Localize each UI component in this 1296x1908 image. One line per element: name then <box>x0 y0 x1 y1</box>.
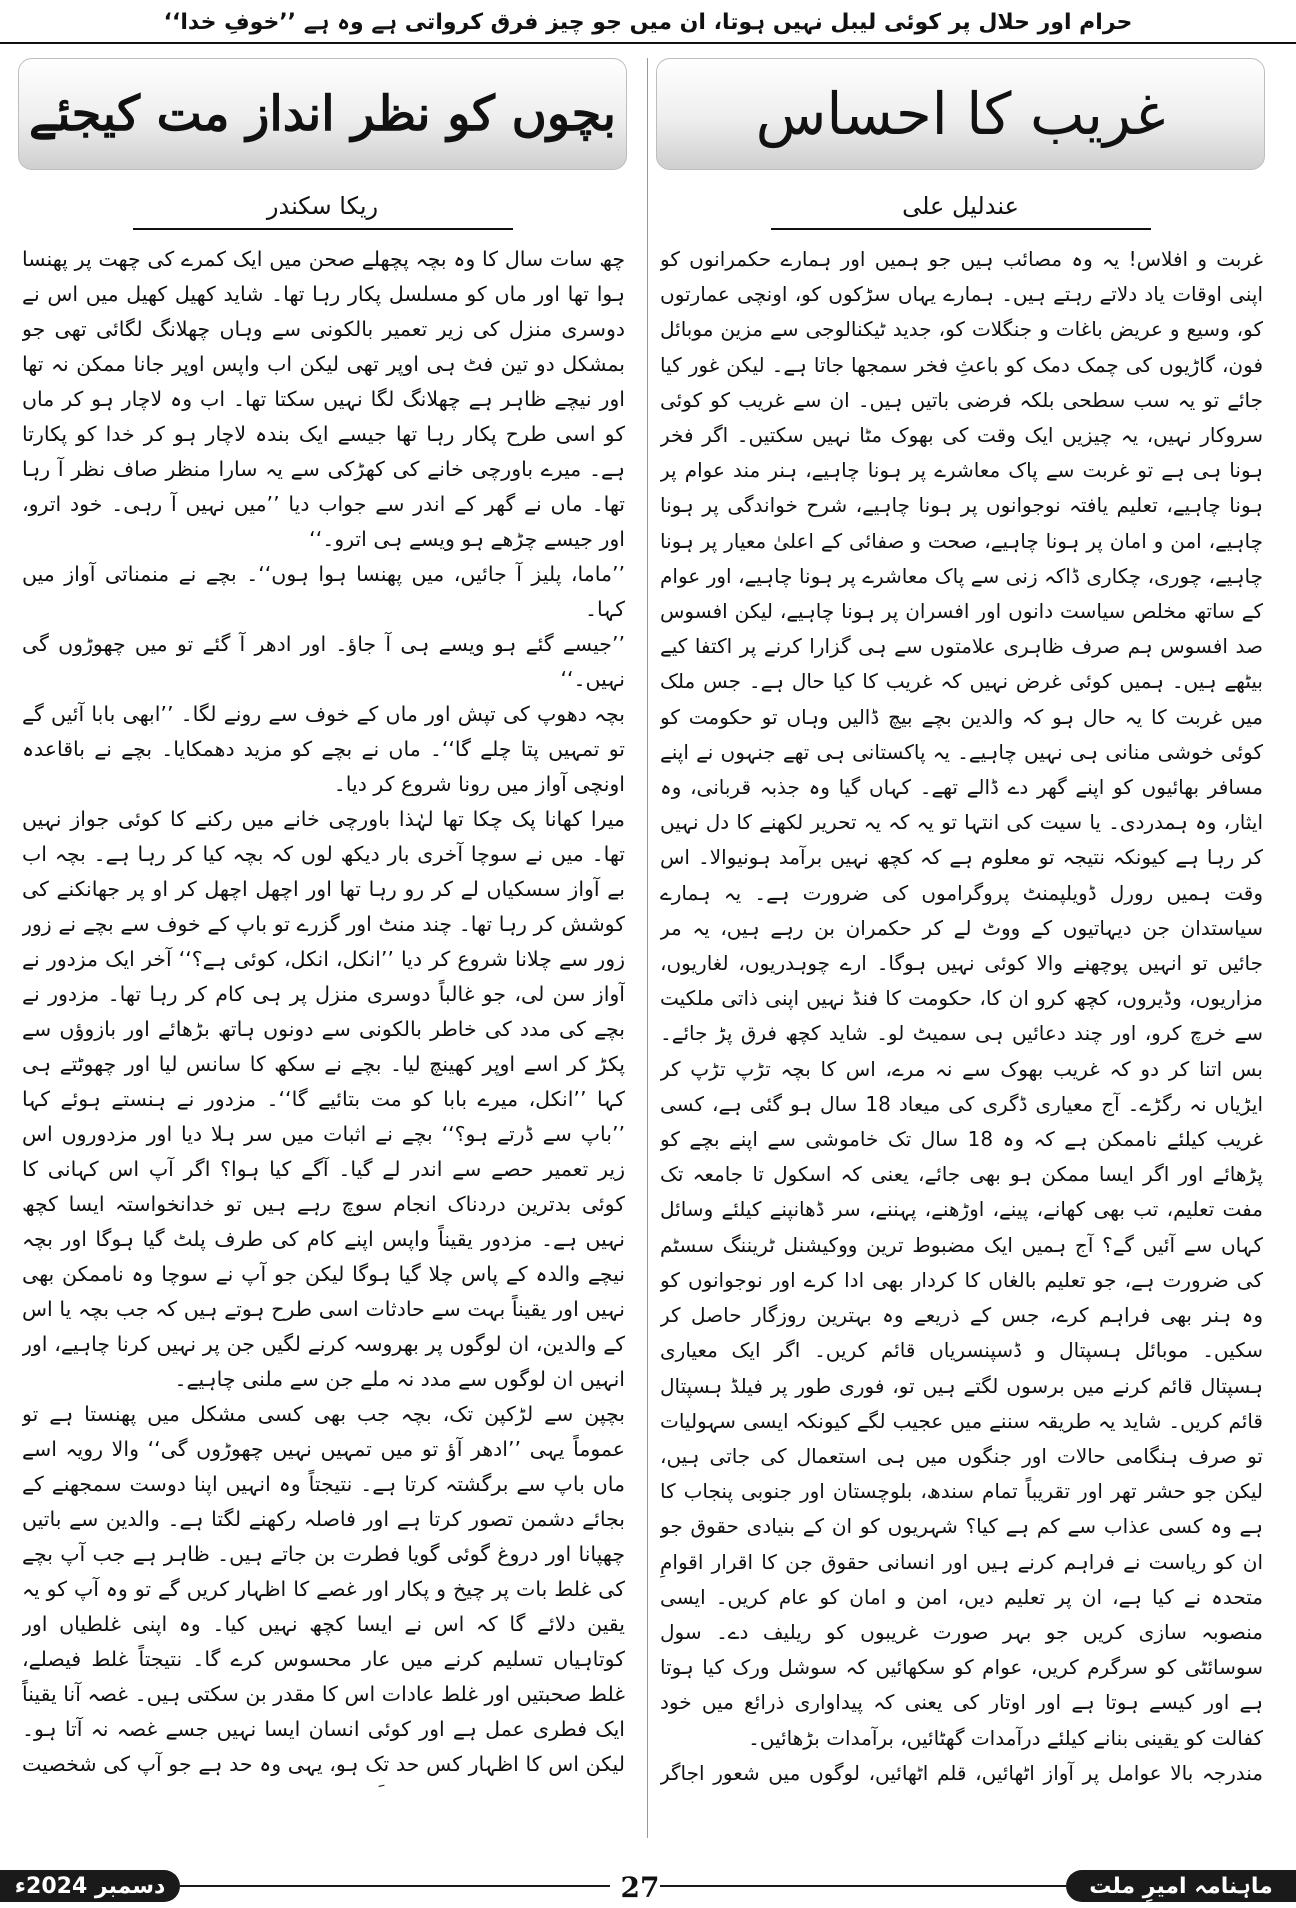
article-left <box>10 58 635 1838</box>
page-header <box>0 0 1296 44</box>
article-left-paragraph: ’’جیسے گئے ہو ویسے ہی آ جاؤ۔ اور ادھر آ گئے تو میں چھوڑوں گی نہیں۔‘‘ <box>22 632 625 691</box>
header-quote: حرام اور حلال پر کوئی لیبل نہیں ہوتا، ان میں جو چیز فرق کرواتی ہے وہ ہے ’’خوفِ خدا‘‘ <box>163 9 1133 35</box>
article-left-paragraph: بچپن سے لڑکپن تک، بچہ جب بھی کسی مشکل میں پھنستا ہے تو عموماً یہی ’’ادھر آؤ تو میں تمہیں نہیں چھوڑوں گی‘‘ والا رویہ اسے ماں باپ سے برگشتہ کرتا ہے۔ نتیجتاً وہ انہیں اپنا دوست سمجھنے کے بجائے دشمن تصور کرتا ہے اور فاصلہ رکھنے لگتا ہے۔ والدین سے باتیں چھپانا اور دروغ گوئی گویا فطرت بن جاتے ہیں۔ ظاہر ہے جب آپ بچے کی غلط بات پر چیخ و پکار اور غصے کا اظہار کریں گے تو وہ آپ کو یہ یقین دلائے گا کہ اس نے ایسا کچھ نہیں کیا۔ وہ اپنی غلطیاں اور کوتاہیاں تسلیم کرنے میں عار محسوس کرے گا۔ نتیجتاً غلط فیصلے، غلط صحبتیں اور غلط عادات اس کا مقدر بن سکتی ہیں۔ غصہ آنا یقیناً ایک فطری عمل ہے اور کوئی انسان ایسا نہیں جسے غصہ نہ آتا ہو۔ لیکن اس کا اظہار کس حد تک ہو، یہی وہ حد ہے جو آپ کی شخصیت <box>22 1402 625 1776</box>
article-left-body <box>22 242 625 1787</box>
footer-rule <box>660 1885 1066 1887</box>
article-left-paragraph: بچہ دھوپ کی تپش اور ماں کے خوف سے رونے لگا۔ ’’ابھی بابا آئیں گے تو تمہیں پتا چلے گا‘‘۔ ماں نے بچے کو مزید دھمکایا۔ بچے نے باقاعدہ اونچی آواز میں رونا شروع کر دیا۔ <box>22 702 625 796</box>
page-number: 27 <box>620 1870 660 1904</box>
article-right <box>648 58 1273 1838</box>
article-right-paragraph: غربت و افلاس! یہ وہ مصائب ہیں جو ہمیں اور ہمارے حکمرانوں کو اپنی اوقات یاد دلاتے رہتے ہیں۔ ہمارے یہاں سڑکوں کو، اونچی عمارتوں کو، وسیع و عریض باغات و جنگلات کو، جدید ٹیکنالوجی سے مزین موبائل فون، گاڑیوں کی چمک دمک کو باعثِ فخر سمجھا جاتا ہے۔ لیکن غور کیا جائے تو یہ سب سطحی بلکہ فرضی باتیں ہیں۔ ان سے غریب کو کوئی سروکار نہیں، یہ چیزیں ایک وقت کی بھوک مٹا نہیں سکتیں۔ اگر فخر ہونا ہی ہے تو غربت سے پاک معاشرے پر ہونا چاہیے، ہنر مند عوام پر ہونا چاہیے، تعلیم یافتہ نوجوانوں پر ہونا چاہیے، شرح خواندگی پر ہونا چاہیے، امن و امان پر ہونا چاہیے، صحت و صفائی کے اعلیٰ معیار پر ہونا چاہیے، چوری، چکاری ڈاکہ زنی سے پاک معاشرے پر ہونا چاہیے، اور عوام کے ساتھ مخلص سیاست دانوں اور افسران پر ہونا چاہیے، لیکن افسوس صد افسوس ہم صرف ظاہری علامتوں سے ہی گزارا کرنے پر اکتفا کیے بیٹھے ہیں۔ ہمیں کوئی غرض نہیں کہ غریب کا کیا حال ہے۔ جس ملک میں غربت کا یہ حال ہو کہ والدین بچے بیچ ڈالیں وہاں تو حکومت کو کوئی خوشی منانی ہی نہیں چاہیے۔ یہ پاکستانی ہی تھے جنہوں نے اپنے مسافر بھائیوں کو اپنے گھر دے ڈالے تھے۔ کہاں گیا وہ جذبہ قربانی، وہ ایثار، وہ ہمدردی۔ یا سیت کی انتہا تو یہ کہ یہ تحریر لکھنے کا دل نہیں کر رہا ہے کیونکہ نتیجہ تو معلوم ہے کہ کچھ نہیں برآمد ہونیوالا۔ اس وقت ہمیں رورل ڈویلپمنٹ پروگراموں کی ضرورت ہے۔ یہ ہمارے سیاستدان جن دیہاتیوں کے ووٹ لے کر حکمران بن رہے ہیں، یہ مر جائیں تو انہیں پوچھنے والا کوئی نہیں ہوگا۔ ارے چوہدریوں، لغاریوں، مزاریوں، وڈیروں، کچھ کرو ان کا، حکومت کا فنڈ نہیں اپنی ذاتی ملکیت سے خرچ کرو، اور چند دعائیں ہی سمیٹ لو۔ شاید کچھ فرق پڑ جائے۔ بس اتنا کر دو کہ غریب بھوک سے نہ مرے، اس کا بچہ تڑپ تڑپ کر ایڑیاں نہ رگڑے۔ آج معیاری ڈگری کی میعاد 18 سال ہو گئی ہے، کسی غریب کیلئے ناممکن ہے کہ وہ 18 سال تک خاموشی سے اپنے بچے کو پڑھائے اور اگر ایسا ممکن ہو بھی جائے، یعنی کہ اسکول تا جامعہ تک مفت تعلیم، تب بھی کھانے، پینے، اوڑھنے، پہننے، سر ڈھانپنے کیلئے وسائل کہاں سے آئیں گے؟ آج ہمیں ایک مضبوط ترین ووکیشنل ٹریننگ سسٹم کی ضرورت ہے، جو تعلیم بالغاں کا کردار بھی ادا کرے اور نوجوانوں کو وہ ہنر بھی فراہم کرے، جس کے ذریعے وہ بہترین روزگار حاصل کر سکیں۔ موبائل ہسپتال و ڈسپنسریاں قائم کریں۔ اگر ایک معیاری ہسپتال قائم کرنے میں برسوں لگتے ہیں تو، فوری طور پر فیلڈ ہسپتال قائم کریں۔ شاید یہ طریقہ سننے میں عجیب لگے کیونکہ ایسی سہولیات تو صرف ہنگامی حالات اور جنگوں میں ہی استعمال کی جاتی ہیں، لیکن جو حشر تھر اور تقریباً تمام سندھ، بلوچستان اور جنوبی پنجاب کا ہے وہ کسی عذاب سے کم ہے کیا؟ شہریوں کو ان کے بنیادی حقوق جو ان کو ریاست نے فراہم کرنے ہیں اور انسانی حقوق جن کا اقرار اقوامِ متحدہ نے کیا ہے، ان پر تعلیم دیں، امن و امان کو عام کریں۔ ایسی منصوبہ سازی کریں جو بہر صورت غریبوں کو ریلیف دے۔ سول سوسائٹی کو سرگرم کریں، عوام کو سکھائیں کہ سوشل ورک کیا ہوتا ہے اور کیسے ہوتا ہے اور اوتار کی یعنی کہ پیداواری ذرائع میں خود کفالت کو یقینی بنانے کیلئے درآمدات گھٹائیں، برآمدات بڑھائیں۔ <box>660 247 1263 1750</box>
article-right-body <box>660 242 1263 1787</box>
magazine-name: ماہنامہ امیرِ ملت <box>1066 1870 1296 1902</box>
article-left-paragraph: چھ سات سال کا وہ بچہ پچھلے صحن میں ایک کمرے کی چھت پر پھنسا ہوا تھا اور ماں کو مسلسل پکار رہا تھا۔ شاید کھیل کھیل میں اس نے دوسری منزل کی زیر تعمیر بالکونی سے وہاں چھلانگ لگائی تھی جو بمشکل دو تین فٹ ہی اوپر تھی لیکن اب واپس اوپر جانا ممکن نہ تھا اور نیچے ظاہر ہے چھلانگ لگا نہیں سکتا تھا۔ اب وہ لاچار ہو کر ماں کو اسی طرح پکار رہا تھا جیسے ایک بندہ لاچار ہو کر خدا کو پکارتا ہے۔ میرے باورچی خانے کی کھڑکی سے یہ سارا منظر صاف نظر آ رہا تھا۔ ماں نے گھر کے اندر سے جواب دیا ’’میں نہیں آ رہی۔ خود اترو، اور جیسے چڑھے ہو ویسے ہی اترو۔‘‘ <box>22 247 625 551</box>
issue-date: دسمبر 2024ء <box>0 1870 180 1902</box>
article-left-title: بچوں کو نظر انداز مت کیجئے <box>18 58 627 170</box>
article-left-paragraph: میرا کھانا پک چکا تھا لہٰذا باورچی خانے میں رکنے کا کوئی جواز نہیں تھا۔ میں نے سوچا آخری بار دیکھ لوں کہ بچہ کیا کر رہا ہے۔ بچہ اب بے آواز سسکیاں لے کر رو رہا تھا اور اچھل اچھل کر او پر جھانکنے کی کوشش کر رہا تھا۔ چند منٹ اور گزرے تو باپ کے خوف سے بچے نے زور زور سے چلانا شروع کر دیا ’’انکل، انکل، کوئی ہے؟‘‘ آخر ایک مزدور نے آواز سن لی، جو غالباً دوسری منزل پر ہی کام کر رہا تھا۔ مزدور نے بچے کی مدد کی خاطر بالکونی سے دونوں ہاتھ بڑھائے اور بازوؤں سے پکڑ کر اسے اوپر کھینچ لیا۔ بچے نے سکھ کا سانس لیا اور چھوٹتے ہی کہا ’’انکل، میرے بابا کو مت بتائیے گا‘‘۔ مزدور نے ہنستے ہوئے کہا ’’باپ سے ڈرتے ہو؟‘‘ بچے نے اثبات میں سر ہلا دیا اور مزدوروں اس زیر تعمیر حصے سے اندر لے گیا۔ آگے کیا ہوا؟ اگر آپ اس کہانی کا کوئی بدترین دردناک انجام سوچ رہے ہیں تو خدانخواستہ ایسا کچھ نہیں ہے۔ مزدور یقیناً واپس اپنے کام کی طرف پلٹ گیا ہوگا اور بچہ نیچے والدہ کے پاس چلا گیا ہوگا لیکن جو آپ نے سوچا وہ ناممکن بھی نہیں اور یقیناً بہت سے حادثات اسی طرح ہوتے ہیں کہ جب بچہ یا اس کے والدین، ان لوگوں پر بھروسہ کرنے لگیں جن پر نہیں کرنا چاہیے، اور انہیں ان لوگوں سے مدد نہ ملے جن سے ملنی چاہیے۔ <box>22 807 625 1391</box>
article-right-paragraph: مندرجہ بالا عوامل پر آواز اٹھائیں، قلم اٹھائیں، لوگوں میں شعور اجاگر <box>660 1760 1263 1785</box>
footer-rule <box>180 1885 610 1887</box>
article-left-paragraph: ’’ماما، پلیز آ جائیں، میں پھنسا ہوا ہوں‘‘۔ بچے نے منمناتی آواز میں کہا۔ <box>22 562 625 621</box>
article-right-author: عندلیل علی <box>771 184 1151 228</box>
page-footer <box>0 1866 1296 1908</box>
header-rule <box>0 42 1296 44</box>
article-left-author: ریکا سکندر <box>133 184 513 228</box>
article-right-title: غریب کا احساس <box>656 58 1265 170</box>
